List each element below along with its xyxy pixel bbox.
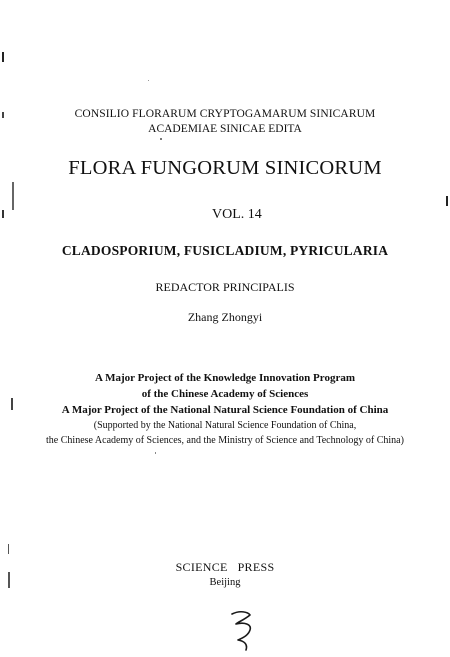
council-line: CONSILIO FLORARUM CRYPTOGAMARUM SINICARUM <box>74 108 376 120</box>
scan-speck <box>155 452 156 454</box>
project-line-1: A Major Project of the Knowledge Innovation Program <box>95 372 355 384</box>
scan-edge-mark <box>446 196 448 206</box>
publisher-city: Beijing <box>209 577 241 588</box>
genera-subtitle: CLADOSPORIUM, FUSICLADIUM, PYRICULARIA <box>61 243 389 258</box>
redactor-label: REDACTOR PRINCIPALIS <box>155 280 295 294</box>
book-title: FLORA FUNGORUM SINICORUM <box>68 157 382 179</box>
project-line-2: of the Chinese Academy of Sciences <box>141 388 309 400</box>
scan-edge-mark <box>2 210 4 218</box>
editor-name: Zhang Zhongyi <box>187 310 263 324</box>
support-line-2: the Chinese Academy of Sciences, and the Ministry of Science and Technology of China) <box>46 435 404 446</box>
project-line-3: A Major Project of the National Natural Science Foundation of China <box>61 404 389 416</box>
scan-edge-mark <box>2 52 4 62</box>
scan-edge-mark <box>8 544 9 554</box>
academy-line: ACADEMIAE SINICAE EDITA <box>148 123 302 135</box>
scan-edge-mark <box>12 182 14 210</box>
publisher-name: SCIENCE PRESS <box>175 560 275 574</box>
scan-edge-mark <box>2 112 4 118</box>
scan-edge-mark <box>8 572 10 588</box>
scan-speck <box>160 138 162 140</box>
volume-number: VOL. 14 <box>212 207 262 222</box>
scan-speck <box>148 80 149 81</box>
scan-edge-mark <box>11 398 13 410</box>
support-line-1: (Supported by the National Natural Science Foundation of China, <box>93 420 357 431</box>
handwritten-signature-mark <box>226 608 262 654</box>
